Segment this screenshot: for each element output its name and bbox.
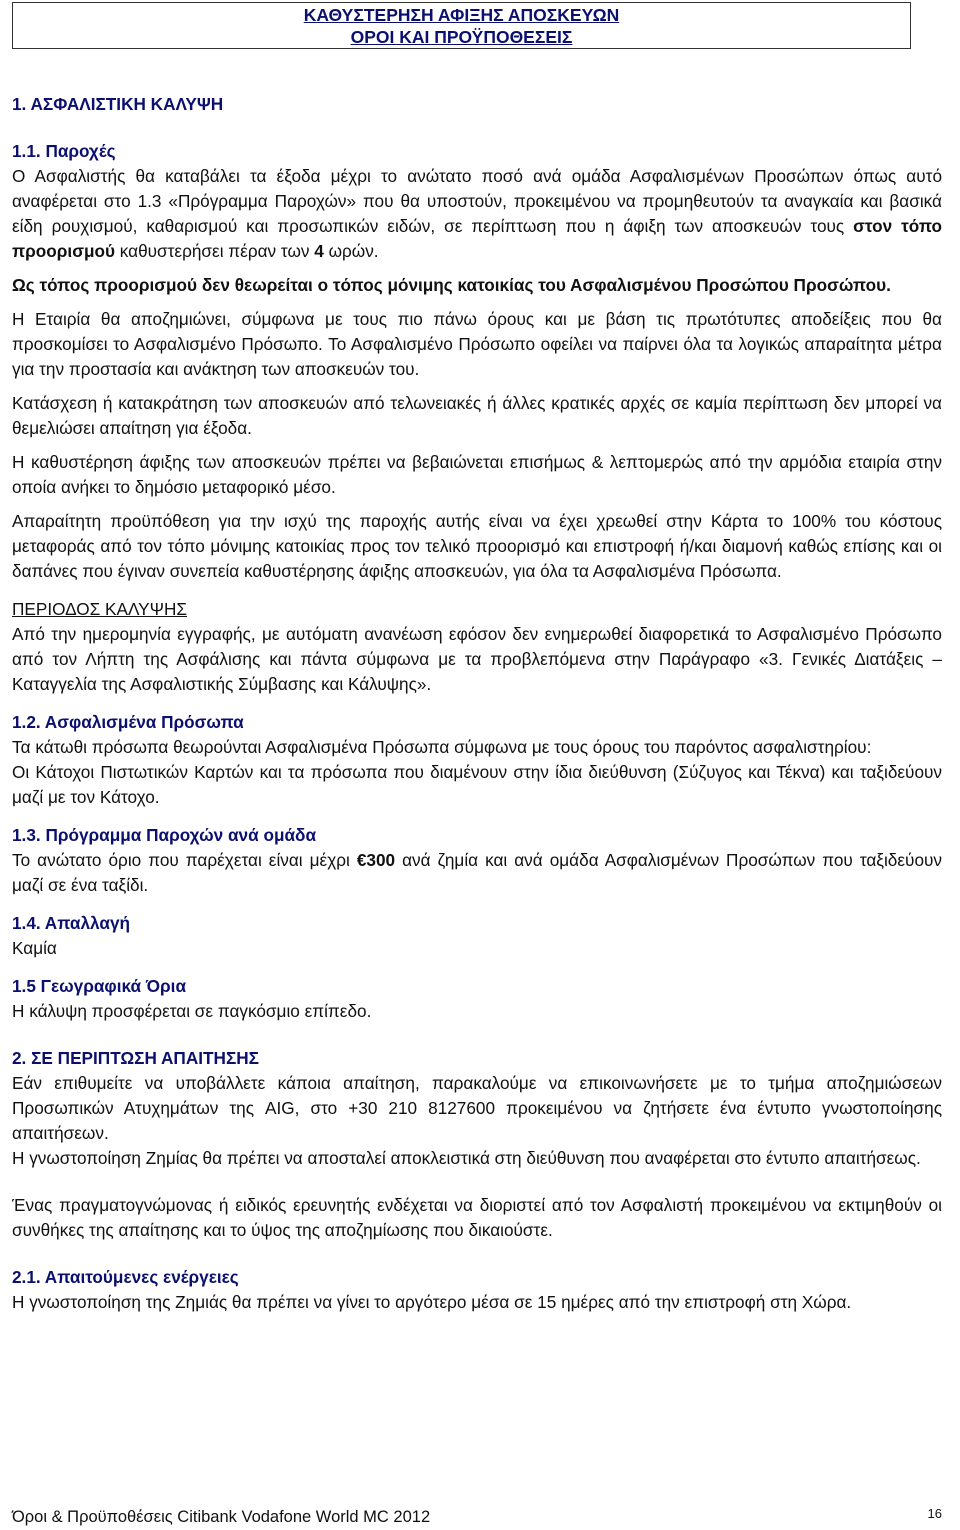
section-1-4-heading: 1.4. Απαλλαγή: [12, 913, 130, 933]
section-1-1-heading: 1.1. Παροχές: [12, 141, 116, 161]
section-1-5-text: Η κάλυψη προσφέρεται σε παγκόσμιο επίπεδο.: [12, 1001, 372, 1021]
bold-run: 4: [314, 241, 324, 261]
section-1-4-text: Καμία: [12, 938, 57, 958]
section-2-paragraph-3: Ένας πραγματογνώμονας ή ειδικός ερευνητής ενδέχεται να διοριστεί από τον Ασφαλιστή προκειμένου να εκτιμηθούν οι συνθήκες της απαίτησης και το ύψος της αποζημίωσης που δικαιούστε.: [12, 1195, 942, 1240]
document-title: ΚΑΘΥΣΤΕΡΗΣΗ ΑΦΙΞΗΣ ΑΠΟΣΚΕΥΩΝ: [303, 5, 620, 25]
coverage-period-heading: ΠΕΡΙΟΔΟΣ ΚΑΛΥΨΗΣ: [12, 599, 188, 619]
page-number: 16: [927, 1506, 942, 1521]
section-2-heading: 2. ΣΕ ΠΕΡΙΠΤΩΣΗ ΑΠΑΙΤΗΣΗΣ: [12, 1048, 259, 1068]
benefit-amount: €300: [356, 850, 396, 870]
text-run: καθυστερήσει πέραν των: [114, 241, 315, 261]
title-box: [12, 2, 911, 49]
section-2-1-text: Η γνωστοποίηση της Ζημιάς θα πρέπει να γίνει το αργότερο μέσα σε 15 ημέρες από την επιστροφή στη Χώρα.: [12, 1292, 852, 1312]
section-1-1-paragraph-1: [12, 164, 942, 264]
section-1-1-paragraph-2: Ως τόπος προορισμού δεν θεωρείται ο τόπος μόνιμης κατοικίας του Ασφαλισμένου Προσώπου Προσώπου.: [12, 275, 891, 295]
section-1-1-paragraph-4: Κατάσχεση ή κατακράτηση των αποσκευών από τελωνειακές ή άλλες κρατικές αρχές σε καμία περίπτωση δεν μπορεί να θεμελιώσει απαίτηση για έξοδα.: [12, 393, 942, 438]
section-1-2-heading: 1.2. Ασφαλισμένα Πρόσωπα: [12, 712, 244, 732]
text-run: ωρών.: [323, 241, 379, 261]
text-run: ανά ζημία και ανά ομάδα Ασφαλισμένων Προσώπων που ταξιδεύουν μαζί σε ένα ταξίδι.: [12, 850, 942, 895]
document-body: [12, 92, 942, 1315]
text-run: Ο Ασφαλιστής θα καταβάλει τα έξοδα μέχρι το ανώτατο ποσό ανά ομάδα Ασφαλισμένων Προσώπων όπως αυτό αναφέρεται στο 1.3 «Πρόγραμμα Παροχών» που θα υποστούν, προκειμένου να προμηθευτούν τα αναγκαία και βασικά είδη ρουχισμού, καθαρισμού και προσωπικών ειδών, σε περίπτωση που η άφιξη των αποσκευών τους: [12, 166, 942, 236]
section-1-3-paragraph: [12, 848, 942, 898]
section-1-3-heading: 1.3. Πρόγραμμα Παροχών ανά ομάδα: [12, 825, 317, 845]
coverage-period-text: Από την ημερομηνία εγγραφής, με αυτόματη ανανέωση εφόσον δεν ενημερωθεί διαφορετικά το Ασφαλισμένο Πρόσωπο από τον Λήπτη της Ασφάλισης και πάντα σύμφωνα με τα προβλεπόμενα στην Παράγραφο «3. Γενικές Διατάξεις – Καταγγελία της Ασφαλιστικής Σύμβασης και Κάλυψης».: [12, 624, 942, 694]
bold-run: στον τόπο προορισμού: [12, 216, 942, 261]
section-1-1-paragraph-3: Η Εταιρία θα αποζημιώνει, σύμφωνα με τους πιο πάνω όρους και με βάση τις πρωτότυπες αποδείξεις που θα προσκομίσει το Ασφαλισμένο Πρόσωπο. Το Ασφαλισμένο Πρόσωπο οφείλει να παίρνει όλα τα λογικώς απαραίτητα μέτρα για την προστασία και ανάκτηση των αποσκευών του.: [12, 309, 942, 379]
document-subtitle: ΟΡΟΙ ΚΑΙ ΠΡΟΫΠΟΘΕΣΕΙΣ: [350, 27, 573, 47]
section-1-5-heading: 1.5 Γεωγραφικά Όρια: [12, 976, 187, 996]
footer-text: Όροι & Προϋποθέσεις Citibank Vodafone World MC 2012: [12, 1508, 431, 1526]
section-2-paragraph-2: Η γνωστοποίηση Ζημίας θα πρέπει να αποσταλεί αποκλειστικά στη διεύθυνση που αναφέρεται στο έντυπο απαιτήσεως.: [12, 1148, 921, 1168]
section-1-heading: 1. ΑΣΦΑΛΙΣΤΙΚΗ ΚΑΛΥΨΗ: [12, 94, 224, 114]
section-2-paragraph-1: Εάν επιθυμείτε να υποβάλλετε κάποια απαίτηση, παρακαλούμε να επικοινωνήσετε με το τμήμα αποζημιώσεων Προσωπικών Ατυχημάτων της AIG, στο +30 210 8127600 προκειμένου να ζητήσετε ένα έντυπο γνωστοποίησης απαιτήσεων.: [12, 1073, 942, 1143]
section-1-1-paragraph-5: Η καθυστέρηση άφιξης των αποσκευών πρέπει να βεβαιώνεται επισήμως & λεπτομερώς από την αρμόδια εταιρία στην οποία ανήκει το δημόσιο μεταφορικό μέσο.: [12, 452, 942, 497]
text-run: Το ανώτατο όριο που παρέχεται είναι μέχρι: [12, 850, 357, 870]
section-1-2-paragraph-2: Οι Κάτοχοι Πιστωτικών Καρτών και τα πρόσωπα που διαμένουν στην ίδια διεύθυνση (Σύζυγος και Τέκνα) και ταξιδεύουν μαζί με τον Κάτοχο.: [12, 762, 942, 807]
section-1-1-paragraph-6: Απαραίτητη προϋπόθεση για την ισχύ της παροχής αυτής είναι να έχει χρεωθεί στην Κάρτα το 100% του κόστους μεταφοράς από τον τόπο μόνιμης κατοικίας προς τον τελικό προορισμό και επιστροφή ή/και διαμονή καθώς επίσης και οι δαπάνες που έγιναν συνεπεία καθυστέρησης άφιξης αποσκευών, για όλα τα Ασφαλισμένα Πρόσωπα.: [12, 511, 942, 581]
section-1-2-paragraph-1: Τα κάτωθι πρόσωπα θεωρούνται Ασφαλισμένα Πρόσωπα σύμφωνα με τους όρους του παρόντος ασφαλιστηρίου:: [12, 737, 872, 757]
section-2-1-heading: 2.1. Απαιτούμενες ενέργειες: [12, 1267, 239, 1287]
